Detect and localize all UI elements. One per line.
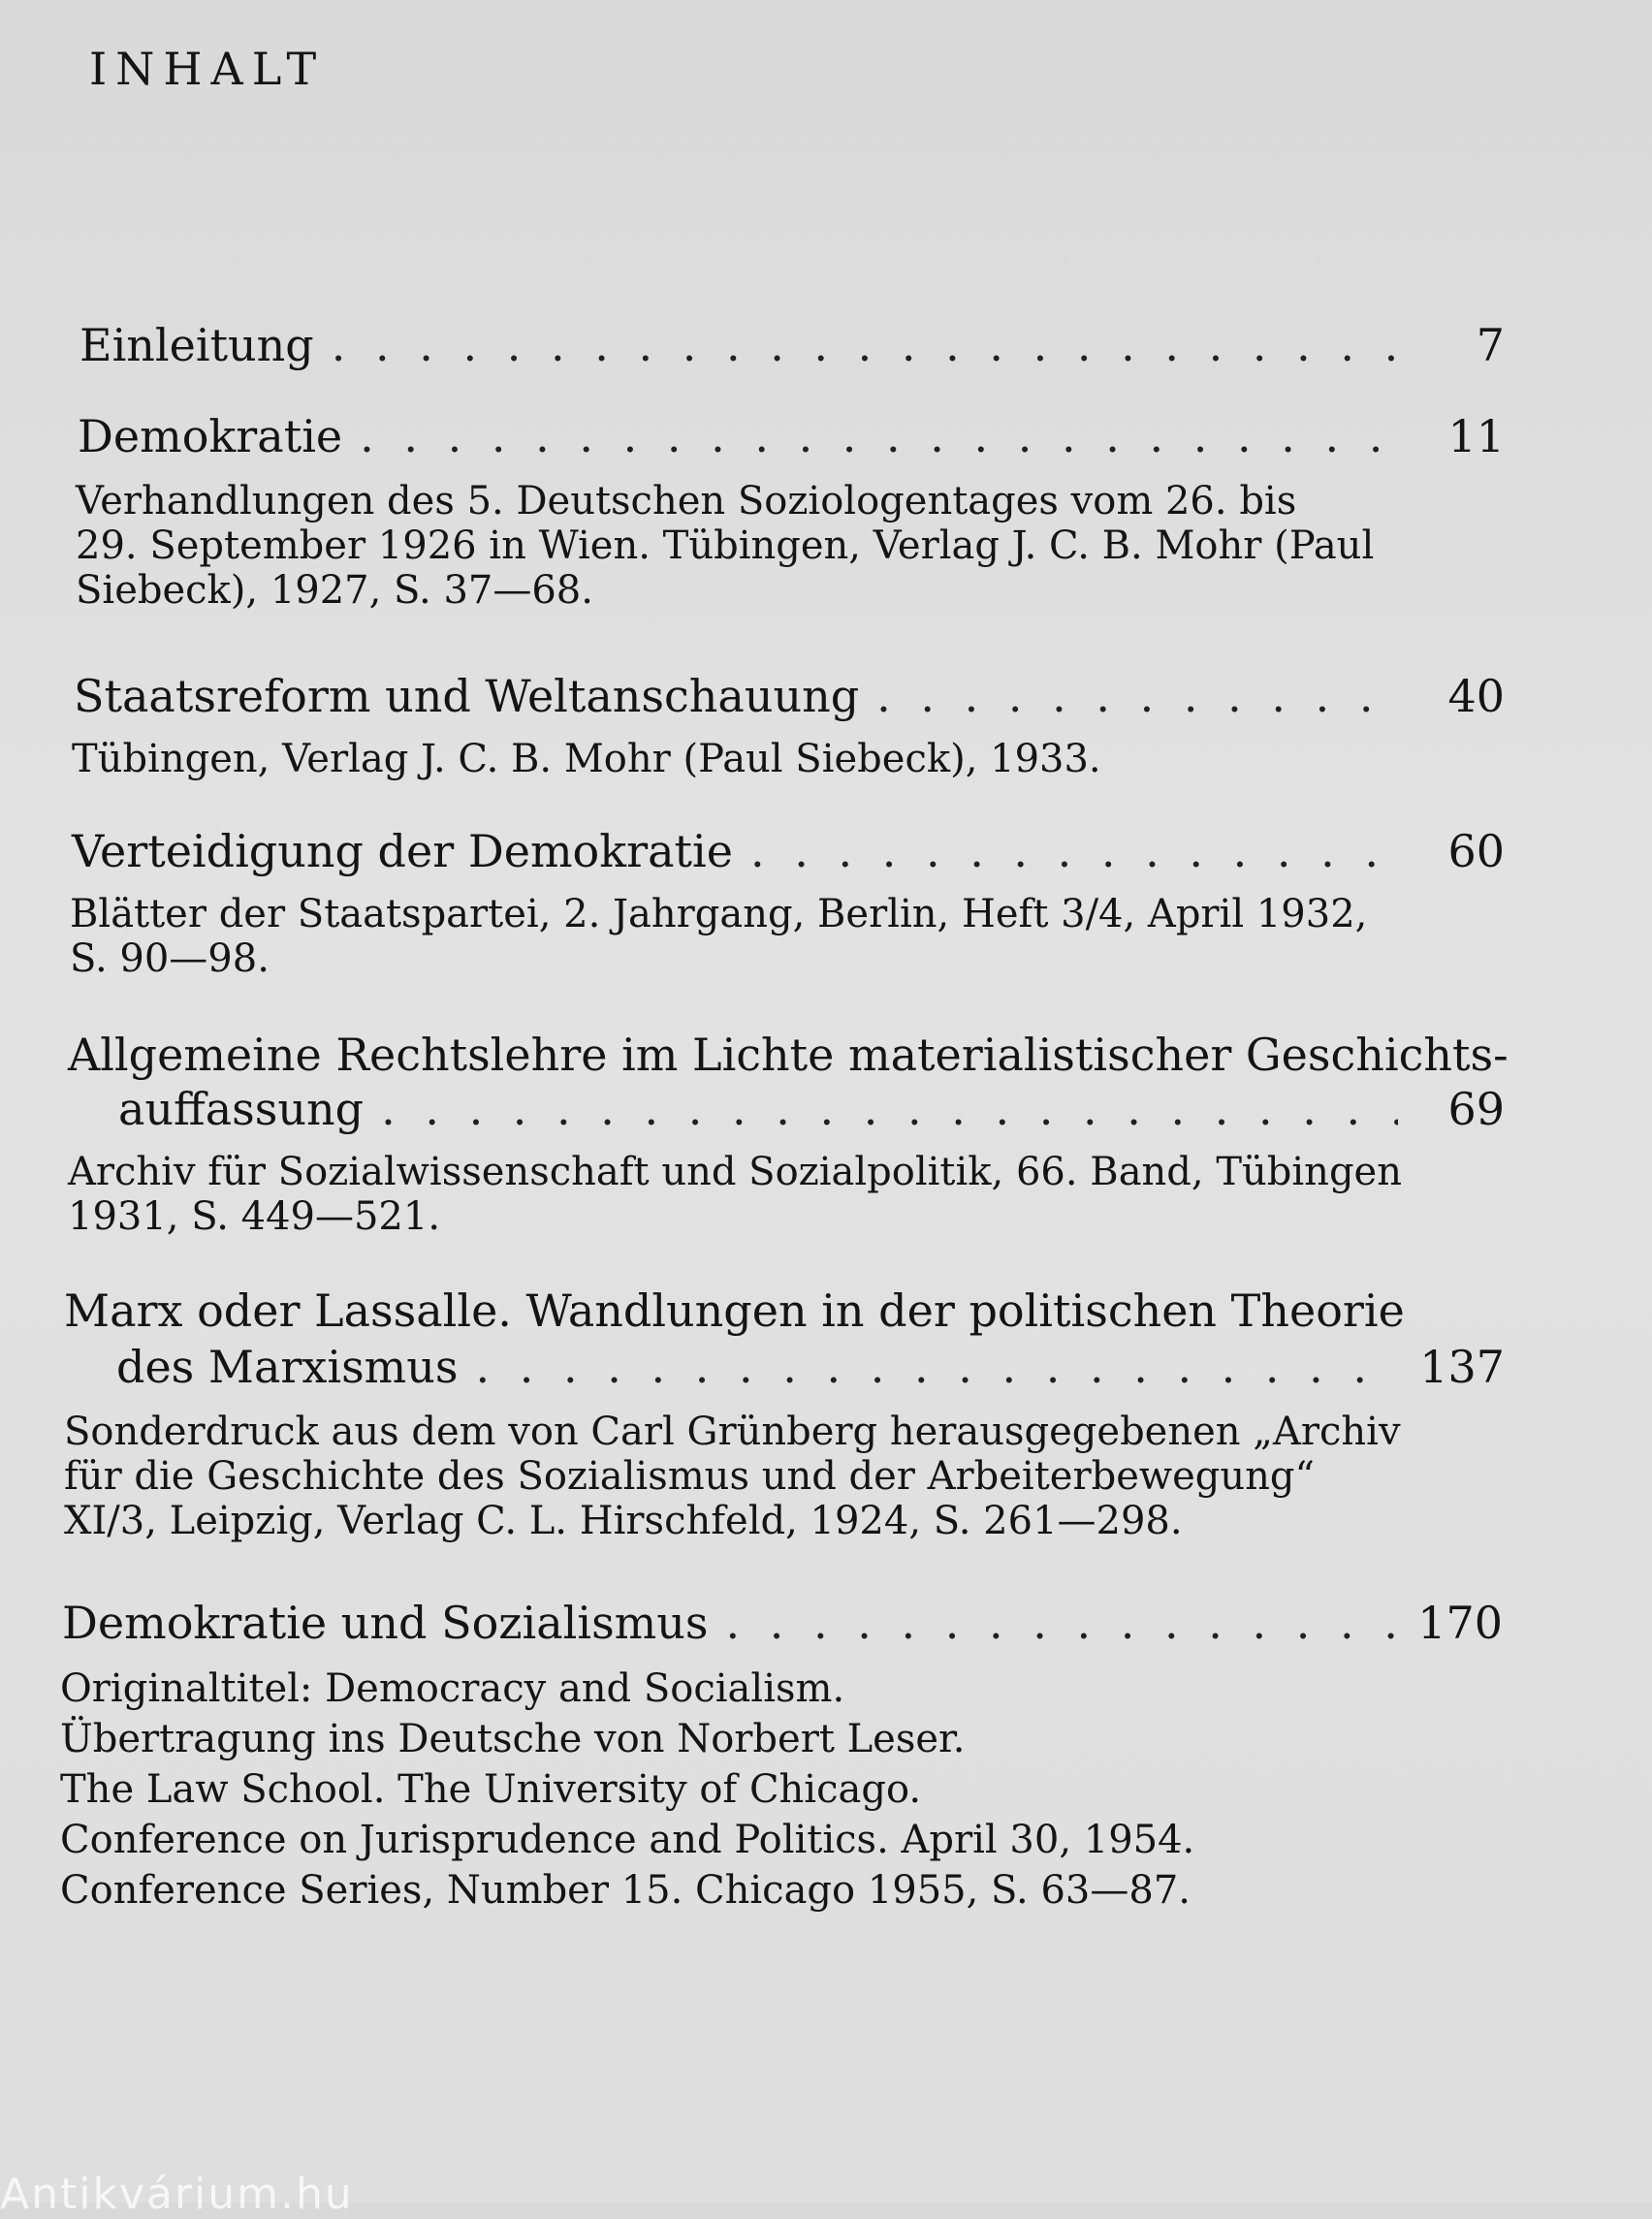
source-line: Originaltitel: Democracy and Socialism. — [60, 1666, 845, 1711]
toc-page-number: 40 — [1447, 670, 1505, 722]
toc-page-number: 69 — [1447, 1083, 1505, 1135]
toc-entry-verteidigung — [72, 826, 1505, 876]
source-line: S. 90—98. — [70, 936, 270, 981]
source-line: XI/3, Leipzig, Verlag C. L. Hirschfeld, 1924, S. 261—298. — [64, 1499, 1183, 1543]
toc-page-number: 137 — [1419, 1341, 1505, 1393]
toc-source-demokratie — [76, 479, 1402, 613]
source-line: für die Geschichte des Sozialismus und der Arbeiterbewegung“ — [64, 1454, 1315, 1499]
toc-entry-title: Verteidigung der Demokratie — [72, 825, 733, 877]
toc-entry-title: auffassung — [118, 1083, 365, 1135]
toc-entry-einleitung — [79, 320, 1505, 370]
dot-leader — [726, 1598, 1396, 1648]
source-line: Sonderdruck aus dem von Carl Grünberg herausgegebenen „Archiv — [64, 1410, 1401, 1454]
source-line: Blätter der Staatspartei, 2. Jahrgang, Berlin, Heft 3/4, April 1932, — [70, 892, 1368, 936]
toc-entry-staatsreform — [74, 671, 1505, 721]
dot-leader — [876, 671, 1398, 721]
source-line: Verhandlungen des 5. Deutschen Soziologentages vom 26. bis — [76, 479, 1297, 523]
toc-source-verteidigung — [70, 892, 1400, 981]
source-line: 1931, S. 449—521. — [68, 1194, 441, 1239]
toc-entry-title: des Marxismus — [116, 1341, 459, 1393]
dot-leader — [476, 1342, 1398, 1392]
dot-leader — [360, 411, 1398, 461]
page-title: INHALT — [89, 43, 326, 95]
source-line: Archiv für Sozialwissenschaft und Sozialpolitik, 66. Band, Tübingen — [68, 1150, 1402, 1194]
dot-leader — [332, 320, 1398, 370]
source-line: Conference on Jurisprudence and Politics. April 30, 1954. — [60, 1818, 1195, 1862]
toc-source-marx — [64, 1410, 1401, 1543]
toc-entry-sozialismus — [62, 1598, 1503, 1648]
source-line: 29. September 1926 in Wien. Tübingen, Verlag J. C. B. Mohr (Paul — [76, 523, 1375, 568]
dot-leader — [750, 826, 1398, 876]
source-line: Tübingen, Verlag J. C. B. Mohr (Paul Siebeck), 1933. — [72, 737, 1101, 781]
toc-entry-title: Einleitung — [79, 319, 314, 371]
toc-entry-title: Demokratie — [78, 410, 343, 462]
source-line: The Law School. The University of Chicago. — [60, 1767, 922, 1812]
toc-page-number: 60 — [1447, 825, 1505, 877]
toc-page-number: 11 — [1447, 410, 1505, 462]
toc-page-number: 170 — [1417, 1597, 1503, 1649]
watermark-text: Antikvárium.hu — [0, 2170, 354, 2219]
toc-entry-title: Demokratie und Sozialismus — [62, 1597, 709, 1649]
toc-entry-rechtslehre — [118, 1084, 1505, 1134]
toc-entry-rechtslehre-line1: Allgemeine Rechtslehre im Lichte materialistischer Geschichts- — [68, 1029, 1509, 1081]
toc-entry-marx-line1: Marx oder Lassalle. Wandlungen in der politischen Theorie — [64, 1284, 1405, 1337]
source-line: Übertragung ins Deutsche von Norbert Leser. — [60, 1717, 966, 1761]
dot-leader — [381, 1084, 1398, 1134]
toc-source-rechtslehre — [68, 1150, 1402, 1239]
source-line: Conference Series, Number 15. Chicago 1955, S. 63—87. — [60, 1868, 1191, 1913]
toc-entry-marx — [116, 1342, 1505, 1392]
source-line: Siebeck), 1927, S. 37—68. — [76, 568, 593, 613]
toc-source-sozialismus — [60, 1664, 1320, 1916]
toc-page-number: 7 — [1476, 319, 1505, 371]
toc-entry-title: Staatsreform und Weltanschauung — [74, 670, 860, 722]
toc-source-staatsreform — [72, 737, 1400, 781]
toc-entry-demokratie — [78, 411, 1505, 461]
